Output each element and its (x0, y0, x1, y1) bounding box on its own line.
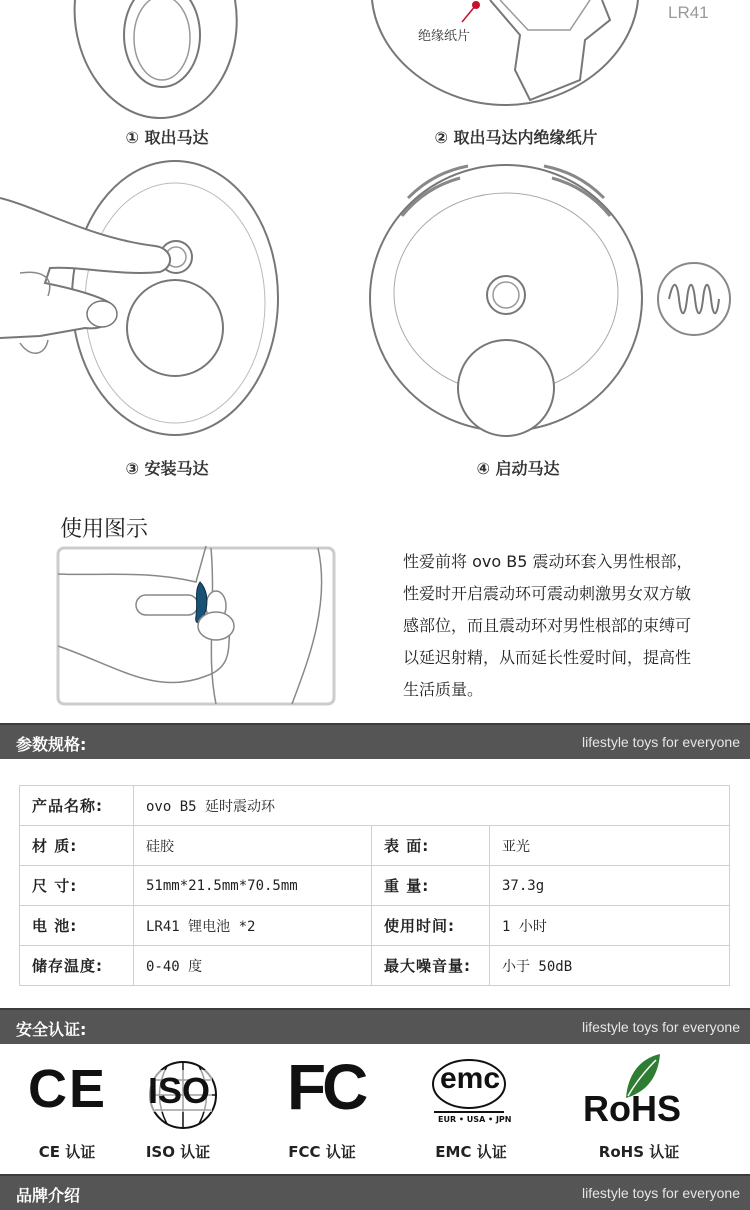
ce-logo: CE (28, 1059, 108, 1119)
emc-cert-label: EMC 认证 (435, 1143, 507, 1161)
specs-table (19, 785, 730, 986)
battery-value: LR41 锂电池 *2 (134, 906, 372, 946)
step2-illustration (370, 0, 645, 112)
product-name-value: ovo B5 延时震动环 (134, 786, 730, 826)
safety-section-title: 安全认证: (16, 1020, 87, 1039)
material-label: 材 质: (20, 826, 134, 866)
battery-model-label: LR41 (668, 3, 709, 22)
rohs-cert-label: RoHS 认证 (598, 1143, 680, 1161)
step3-caption: ③ 安装马达 (125, 459, 209, 478)
specs-section-slogan: lifestyle toys for everyone (582, 734, 740, 750)
usage-time-label: 使用时间: (372, 906, 490, 946)
table-row (20, 906, 730, 946)
usage-time-value: 1 小时 (490, 906, 730, 946)
table-row (20, 866, 730, 906)
table-row (20, 786, 730, 826)
brand-section-title: 品牌介绍 (16, 1186, 81, 1205)
max-noise-label: 最大噪音量: (372, 946, 490, 986)
iso-cert-label: ISO 认证 (145, 1143, 211, 1161)
surface-value: 亚光 (490, 826, 730, 866)
insulation-paper-label: 绝缘纸片 (418, 29, 471, 44)
step4-illustration (368, 158, 648, 438)
rohs-logo: RoHS (583, 1088, 681, 1129)
vibration-wave-icon (655, 260, 733, 338)
table-row (20, 946, 730, 986)
weight-value: 37.3g (490, 866, 730, 906)
product-name-label: 产品名称: (20, 786, 134, 826)
safety-section-slogan: lifestyle toys for everyone (582, 1019, 740, 1035)
usage-description: 性爱前将 ovo B5 震动环套入男性根部，性爱时开启震动环可震动刺激男女双方敏感部位，而且震动环对男性根部的束缚可以延迟射精，从而延长性爱时间，提高性生活质量。 (403, 552, 693, 699)
step2-caption: ② 取出马达内绝缘纸片 (434, 128, 598, 147)
step4-caption: ④ 启动马达 (476, 459, 560, 478)
specs-section-bar (0, 723, 750, 759)
table-row (20, 826, 730, 866)
size-label: 尺 寸: (20, 866, 134, 906)
max-noise-value: 小于 50dB (490, 946, 730, 986)
ce-cert-label: CE 认证 (38, 1143, 96, 1161)
storage-temp-value: 0-40 度 (134, 946, 372, 986)
brand-section-slogan: lifestyle toys for everyone (582, 1185, 740, 1201)
step1-caption: ① 取出马达 (125, 128, 209, 147)
safety-section-bar (0, 1008, 750, 1044)
weight-label: 重 量: (372, 866, 490, 906)
brand-section-bar (0, 1174, 750, 1210)
fcc-cert-label: FCC 认证 (288, 1143, 356, 1161)
step3-illustration (0, 158, 290, 443)
size-value: 51mm*21.5mm*70.5mm (134, 866, 372, 906)
step1-illustration (60, 0, 260, 125)
usage-title: 使用图示 (60, 517, 149, 542)
iso-logo: ISO (148, 1070, 211, 1111)
emc-logo-regions: EUR • USA • JPN (438, 1115, 512, 1124)
emc-logo: emc (440, 1062, 501, 1095)
storage-temp-label: 储存温度: (20, 946, 134, 986)
battery-label: 电 池: (20, 906, 134, 946)
surface-label: 表 面: (372, 826, 490, 866)
material-value: 硅胶 (134, 826, 372, 866)
fcc-logo: FC (287, 1051, 365, 1123)
usage-illustration (56, 546, 336, 706)
specs-section-title: 参数规格: (16, 735, 87, 754)
